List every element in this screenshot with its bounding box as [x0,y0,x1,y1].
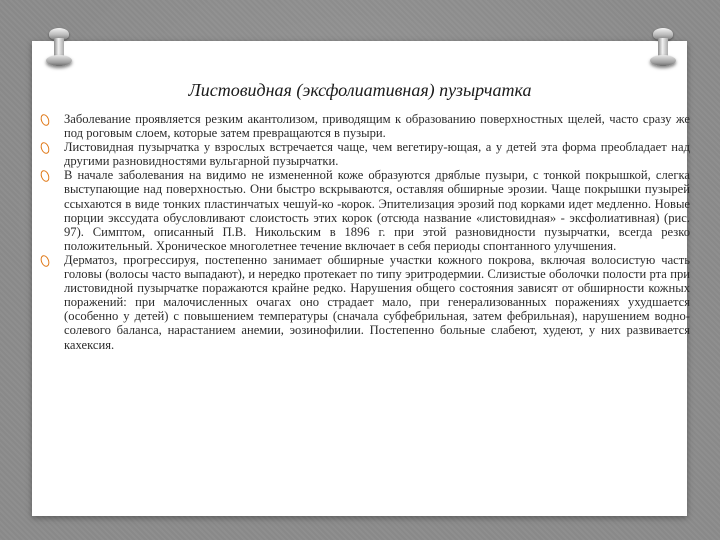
pushpin-icon [650,28,676,70]
oval-bullet-icon [39,169,51,183]
bullet-item [40,168,690,253]
slide-title: Листовидная (эксфолиативная) пузырчатка [188,80,532,100]
bullet-text: Листовидная пузырчатка у взрослых встречается чаще, чем вегетиру-ющая, а у детей эта форма преобладает над другими разновидностями вульгарной пузырчатки. [64,140,690,169]
oval-bullet-icon [39,141,51,155]
bullet-item [40,112,690,140]
bullet-item [40,140,690,168]
bullet-text: Заболевание проявляется резким акантолизом, приводящим к образованию поверхностных щелей, часто сразу же под роговым слоем, которые затем превращаются в пузыри. [64,112,690,141]
bullet-text: В начале заболевания на видимо не измененной коже образуются дряблые пузыри, с тонкой покрышкой, слегка выступающие над поверхностью. Они быстро вскрываются, оставляя обширные эрозии. Чаще покрышки пузырей ссыхаются в виде тонких пластинчатых чешуй-ко -корок. Эпителизация эрозий под корками идет медленно. Новые порции экссудата обусловливают слоистость этих корок (отсюда название «листовидная» - эксфолиативная) (рис. 97). Симптом, описанный П.В. Никольским в 1896 г. при этой разновидности пузырчатки, всегда резко положительный. Хроническое многолетнее течение включает в себя периоды спонтанного улучшения. [64,168,690,253]
pushpin-icon [46,28,72,70]
oval-bullet-icon [39,113,51,127]
bullet-text: Дерматоз, прогрессируя, постепенно занимает обширные участки кожного покрова, включая волосистую часть головы (волосы часто выпадают), и нередко протекает по типу эритродермии. Слизистые оболочки полости рта при листовидной пузырчатке поражаются крайне редко. Нарушения общего состояния зависят от обширности кожных поражений: при малочисленных очагах оно страдает мало, при генерализованных поражениях ухудшается (особенно у детей) с повышением температуры (сначала субфебрильная, затем фебрильная), нарушением водно-солевого баланса, нарастанием анемии, эозинофилии. Постепенно больные слабеют, худеют, у них развивается кахексия. [64,252,690,352]
bullet-item [40,253,690,352]
bullet-list [40,112,690,352]
oval-bullet-icon [39,254,51,268]
